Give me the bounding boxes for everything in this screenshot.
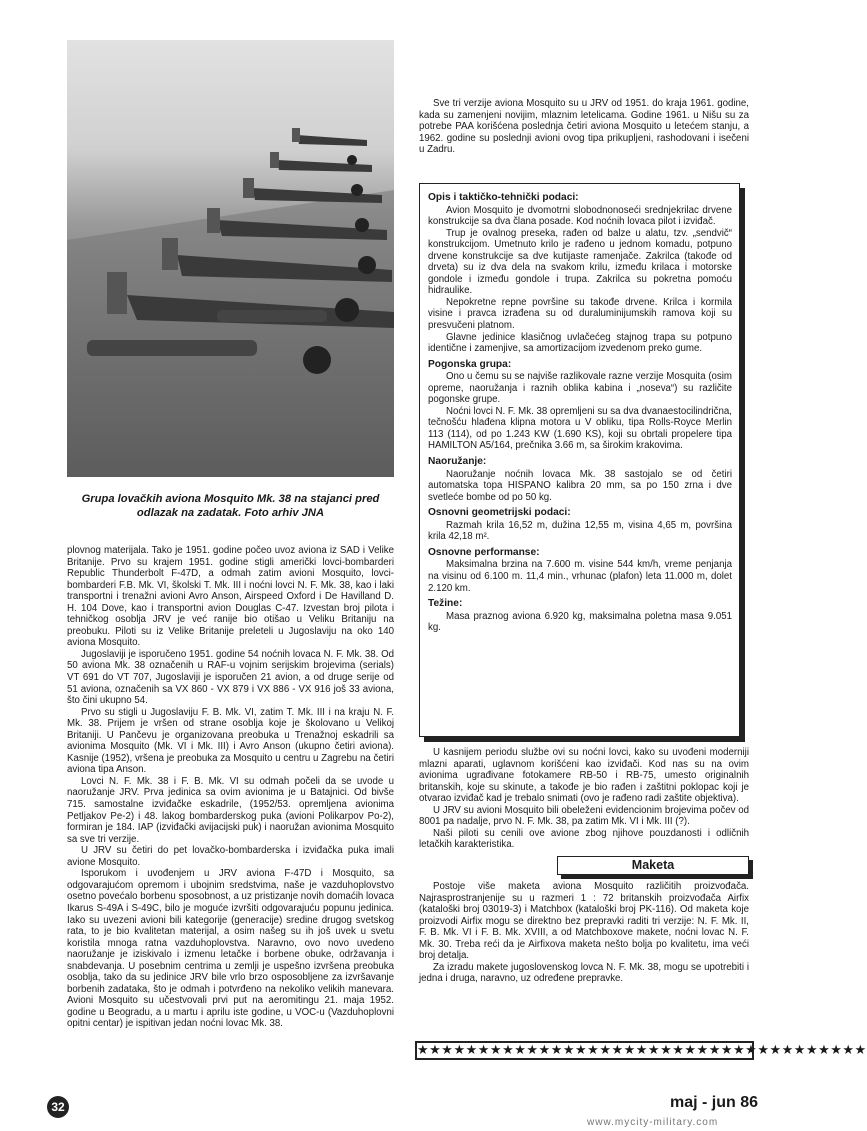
spec-paragraph: Trup je ovalnog preseka, rađen od balze u alatu, tzv. „sendvič“ konstrukcijom. Umetnuto krilo je rađeno u jednom komadu, potpuno drvene konstrukcije sa dve kutijaste ramenjače. Zakrilca (takođe od drveta) su iz dva dela na svakom krilu, između krilaca i motorske gondole i između gondole i trupa. Zakrilca su pokretna pomoću hidraulike.	[428, 227, 732, 297]
aircraft-photo	[67, 40, 394, 477]
right-paragraph: U kasnijem periodu službe ovi su noćni lovci, kako su uvođeni moderniji mlazni aparati, uglavnom korišćeni kao izviđači. Kod nas su na ovim avionima ugrađivane fotokamere RB-50 i RB-75, umesto originalnih britanskih, koje su skinute, a takođe je bio rađen i zaštitni poklopac koji je otvarao izviđač kad je trebalo snimati (ovo je rađeno radi zaštite objektiva).	[419, 747, 749, 805]
maketa-paragraph: Postoje više maketa aviona Mosquito različitih proizvođača. Najrasprostranjenije su u razmeri 1 : 72 britanskih proizvođača Airfix (kataloški broj 03019-3) i Matchbox (kataloški broj PK-116). Od maketa koje proizvodi Airfix mogu se direktno bez prepravki raditi tri verzije: N. F. Mk. II, F. B. Mk. VI i F. B. Mk. XVIII, a od Matchboxove makete, noćni lovac N. F. Mk. 30. Treba reći da je Airfixova maketa nešto bolja po kvalitetu, ima veći broj detalja.	[419, 881, 749, 962]
spec-paragraph: Maksimalna brzina na 7.600 m. visine 544 km/h, vreme penjanja na visinu od 6.100 m. 11,4 min., vrhunac (plafon) leta 11.000 m, dolet 2.120 km.	[428, 559, 732, 594]
left-paragraph: plovnog materijala. Tako je 1951. godine počeo uvoz aviona iz SAD i Velike Britanije. Prvo su krajem 1951. godine stigli američki lovci-bombarderi Republic Thunderbolt F-47D, a odmah zatim avioni Mosquito, lovci-bombarderi F.B. Mk. VI, školski T. Mk. III i noćni lovci N. F. Mk. 38, kao i laki transportni i trenažni avioni Avro Anson, Airspeed Oxford i De Havilland D. H. 104 Dove, kao i transportni avion Douglas C-47. Izvestan broj pilota i tehničkog osoblja JRV je već ranije bio otišao u Veliku Britaniju na preobuku. Piloti su iz Velike Britanije preleteli u Jugoslaviju na oko 140 aviona Mosquito.	[67, 545, 394, 649]
spec-heading-performance: Osnovne performanse:	[428, 546, 540, 558]
page-number: 32	[47, 1096, 69, 1118]
right-top-column	[419, 40, 749, 156]
star-divider: ★★★★★★★★★★★★★★★★★★★★★★★★★★★★★★★★★★★★★	[415, 1041, 754, 1060]
right-middle-column	[419, 747, 749, 851]
right-paragraph: U JRV su avioni Mosquito bili obeleženi evidencionim brojevima počev od 8001 pa nadalje, prvo N. F. Mk. 38, pa zatim Mk. VI i Mk. III (?).	[419, 804, 749, 828]
maketa-column	[419, 881, 749, 985]
left-column	[67, 545, 394, 1030]
spec-paragraph: Glavne jedinice klasičnog uvlačećeg stajnog trapa su potpuno identične i zamenjive, sa amortizacijom izvedenom preko gume.	[428, 331, 732, 355]
aircraft-photo-image	[67, 40, 394, 477]
specifications-box	[419, 183, 740, 737]
left-paragraph: Jugoslaviji je isporučeno 1951. godine 54 noćnih lovaca N. F. Mk. 38. Od 50 aviona Mk. 38 označenih u RAF-u vojnim serijskim brojevima (serials) VT 691 do VT 707, Jugoslaviji je isporučen 21 avion, a od druge serije od 51 aviona, označenih sa VX 860 - VX 879 i VX 886 - VX 916 još 33 aviona, što čini ukupno 54.	[67, 648, 394, 707]
spec-paragraph: Nepokretne repne površine su takođe drvene. Krilca i kormila visine i pravca izrađena su od duraluminijumskih ramova koji su presvučeni platnom.	[428, 296, 732, 332]
spec-heading-powerplant: Pogonska grupa:	[428, 358, 512, 370]
left-paragraph: Prvo su stigli u Jugoslaviju F. B. Mk. VI, zatim T. Mk. III i na kraju N. F. Mk. 38. Prijem je vršen od strane osoblja koje je školovano u Velikoj Britaniji. U Pančevu je organizovana preobuka u Trenažnoj eskadrili sa avionima Mosquito (Mk. VI i Mk. III) i Avro Anson (ukupno četiri aviona). Kasnije (1952), vršena je preobuka za Mosquito u centru u Zagrebu na četiri aviona tipa Anson.	[67, 706, 394, 776]
spec-paragraph: Avion Mosquito je dvomotrni slobodnonoseći srednjekrilac drvene konstrukcije sa dva člana posade. Kod noćnih lovaca pilot i izviđač.	[428, 204, 732, 228]
watermark: www.mycity-military.com	[587, 1117, 719, 1128]
right-top-paragraph: Sve tri verzije aviona Mosquito su u JRV od 1951. do kraja 1961. godine, kada su zamenjeni novijim, mlaznim letelicama. Godine 1961. u Nišu su za potrebe PAA korišćena poslednja četiri aviona Mosquito u letećem stanju, a 1962. godine su poslednji avioni ovog tipa prikupljeni, rashodovani i isečeni u Zadru.	[419, 98, 749, 156]
spec-paragraph: Masa praznog aviona 6.920 kg, maksimalna poletna masa 9.051 kg.	[428, 610, 732, 634]
spec-paragraph: Ono u čemu su se najviše razlikovale razne verzije Mosquita (osim opreme, naoružanja i raznih oblika kabina i „noseva“) su različite pogonske grupe.	[428, 371, 732, 406]
spec-heading-geometry: Osnovni geometrijski podaci:	[428, 507, 571, 519]
maketa-paragraph: Za izradu makete jugoslovenskog lovca N. F. Mk. 38, mogu se upotrebiti i jedna i druga, naravno, uz određene prepravke.	[419, 961, 749, 985]
left-paragraph: Lovci N. F. Mk. 38 i F. B. Mk. VI su odmah počeli da se uvode u naoružanje JRV. Prva jedinica sa ovim avionima je u Batajnici. Od bivše 715. samostalne izviđačke eskadrile, (1952/53. opremljena avionima Petljakov Pe-2) i 48. lakog bombarderskog puka (avioni Polikarpov Po-2), formiran je 184. IAP (izviđački avijacijski puk) i naoružan avionima Mosquito sa sve tri verzije.	[67, 775, 394, 845]
spec-heading-weights: Težine:	[428, 598, 463, 610]
left-paragraph-continued: Isporukom i uvođenjem u JRV aviona F-47D i Mosquito, sa odgovarajućom opremom i ubojnim sredstvima, naše je vazduhoplovstvo osetno povećalo borbenu sposobnost, a uz pristizanje novih domaćih lovaca Ikarus S-49A i S-49C, bilo je moguće izvršiti odgovarajuću popunu jedinica. Iako su uvezeni avioni bili kategorije (generacije) sredine drugog svetskog rata, to je bio kvalitetan materijal, a osim našeg su ih još uvek u svetu koristila mnoga ratna vazduhoplovstva. Naravno, ovo novo uvedeno naoružanje je iziskivalo i izmenu letačke i borbene obuke, održavanja i snabdevanja. U posebnim centrima u zemlji je uspešno izvršena preobuka osoblja, tako da su jedinice JRV bile vrlo brzo osposobljene za izvršavanje borbenih zadataka, što je odmah i potvrđeno na nekoliko velikih manevara. Avioni Mosquito su učestvovali prvi put na aeromitingu 21. maja 1952. godine u Beogradu, a u martu i aprilu iste godine, u VOC-u (Vazduhoplovni opitni centar) je ispitivan jedan noćni lovac Mk. 38.	[67, 868, 394, 1030]
issue-date: maj - jun 86	[670, 1094, 759, 1111]
spec-paragraph: Naoružanje noćnih lovaca Mk. 38 sastojalo se od četiri automatska topa HISPANO kalibra 20 mm, sa po 150 zrna i dve svetleće bombe od po 50 kg.	[428, 468, 732, 503]
spec-heading-armament: Naoružanje:	[428, 456, 487, 468]
left-paragraph: U JRV su četiri do pet lovačko-bombarderska i izviđačka puka imali avione Mosquito.	[67, 845, 394, 868]
spec-heading-description: Opis i taktičko-tehnički podaci:	[428, 192, 579, 203]
photo-caption: Grupa lovačkih aviona Mosquito Mk. 38 na stajanci pred odlazak na zadatak. Foto arhiv JNA	[81, 493, 380, 519]
spec-paragraph: Noćni lovci N. F. Mk. 38 opremljeni su sa dva dvanaestocilindrična, tečnošću hlađena klipna motora u V obliku, tipa Rolls-Royce Merlin 113 (114), od po 1.243 KW (1.690 KS), koji su obrtali propelere tipa HAMILTON A5/164, prečnika 3.66 m, sa širokim krakovima.	[428, 405, 732, 452]
spec-paragraph: Razmah krila 16,52 m, dužina 12,55 m, visina 4,65 m, površina krila 42,18 m².	[428, 519, 732, 543]
maketa-heading: Maketa	[557, 856, 749, 875]
right-paragraph: Naši piloti su cenili ove avione zbog njihove pouzdanosti i odličnih letačkih karakteristika.	[419, 827, 749, 851]
